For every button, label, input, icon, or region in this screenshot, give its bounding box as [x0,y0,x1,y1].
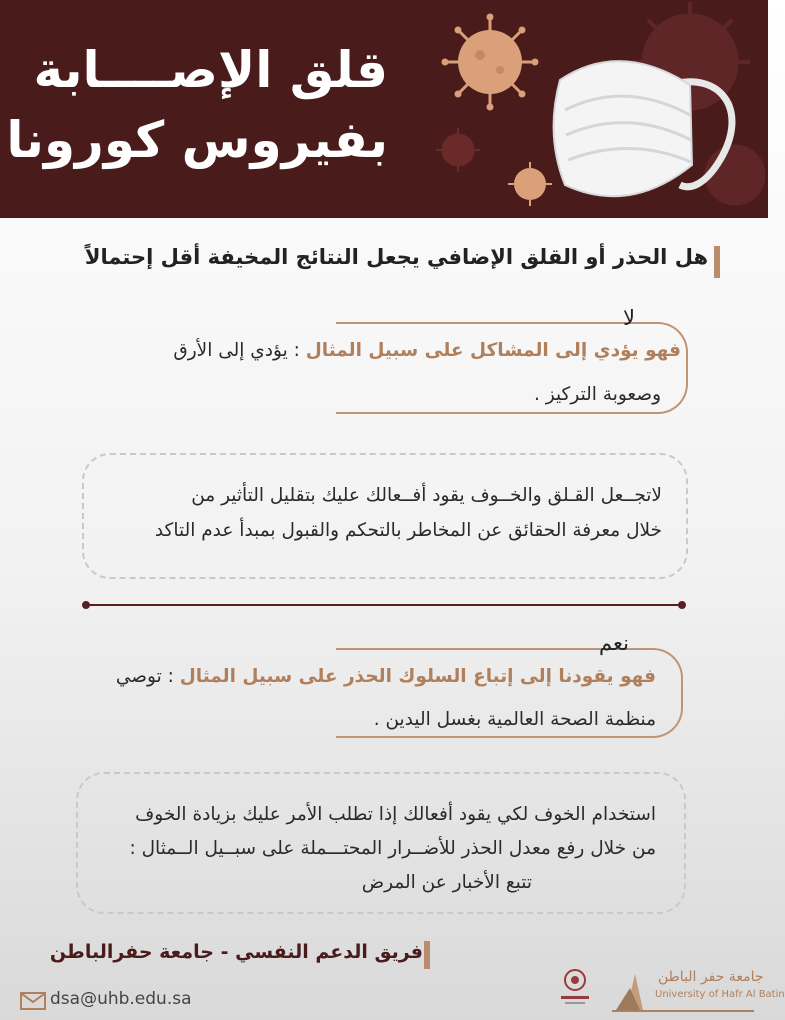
footer-team: فريق الدعم النفسي - جامعة حفرالباطن [49,941,423,963]
section-yes-rest: : توصي [115,666,180,687]
section-no-highlight: فهو يؤدي إلى المشاكل على سبيل المثال [305,340,681,361]
virus-icon [442,14,539,111]
contact-email[interactable]: dsa@uhb.edu.sa [50,989,192,1009]
question-accent-bar [714,246,720,278]
section-yes-highlight: فهو يقودنا إلى إتباع السلوك الحذر على سبيل المثال [179,666,656,687]
section-yes-line1 [116,659,656,694]
advice-yes-line2: من خلال رفع معدل الحذر للأضــرار المحتـــملة على سبــيل الــمثال : [129,838,656,859]
section-no-line1 [173,333,681,368]
divider [88,604,682,606]
section-yes-line2: منظمة الصحة العالمية بغسل اليدين . [373,709,656,730]
header-banner [0,0,768,218]
university-name-ar: جامعة حفر الباطن [658,969,764,985]
mask-icon [554,61,732,196]
email-icon [20,992,46,1010]
section-no-line2: وصعوبة التركيز . [534,384,661,405]
main-question: هل الحذر أو القلق الإضافي يجعل النتائج المخيفة أقل إحتمالاً [84,245,708,269]
divider-dot-right [678,601,686,609]
page-title-line1: قلق الإصــــابة [33,41,388,99]
section-yes-label: نعم [599,631,629,655]
header-illustration [0,0,768,218]
advice-yes-line3: تتبع الأخبار عن المرض [361,872,532,893]
virus-icon [705,145,765,205]
page-title-line2: بفيروس كورونا [6,111,388,169]
virus-icon [436,128,480,172]
divider-dot-left [82,601,90,609]
section-no-label: لا [623,306,635,330]
advice-no-line1: لاتجــعل القـلق والخــوف يقود أفــعالك عليك بتقليل التأثير من [191,485,662,506]
section-no-rest: : يؤدي إلى الأرق [173,340,306,361]
deanship-logo [555,966,595,1011]
university-name-en: University of Hafr Al Batin [655,989,785,1000]
virus-icon [508,162,552,206]
advice-no-line2: خلال معرفة الحقائق عن المخاطر بالتحكم والقبول بمبدأ عدم التاكد [154,520,662,541]
footer-accent-bar [424,941,430,969]
advice-yes-line1: استخدام الخوف لكي يقود أفعالك إذا تطلب الأمر عليك بزيادة الخوف [135,804,656,825]
